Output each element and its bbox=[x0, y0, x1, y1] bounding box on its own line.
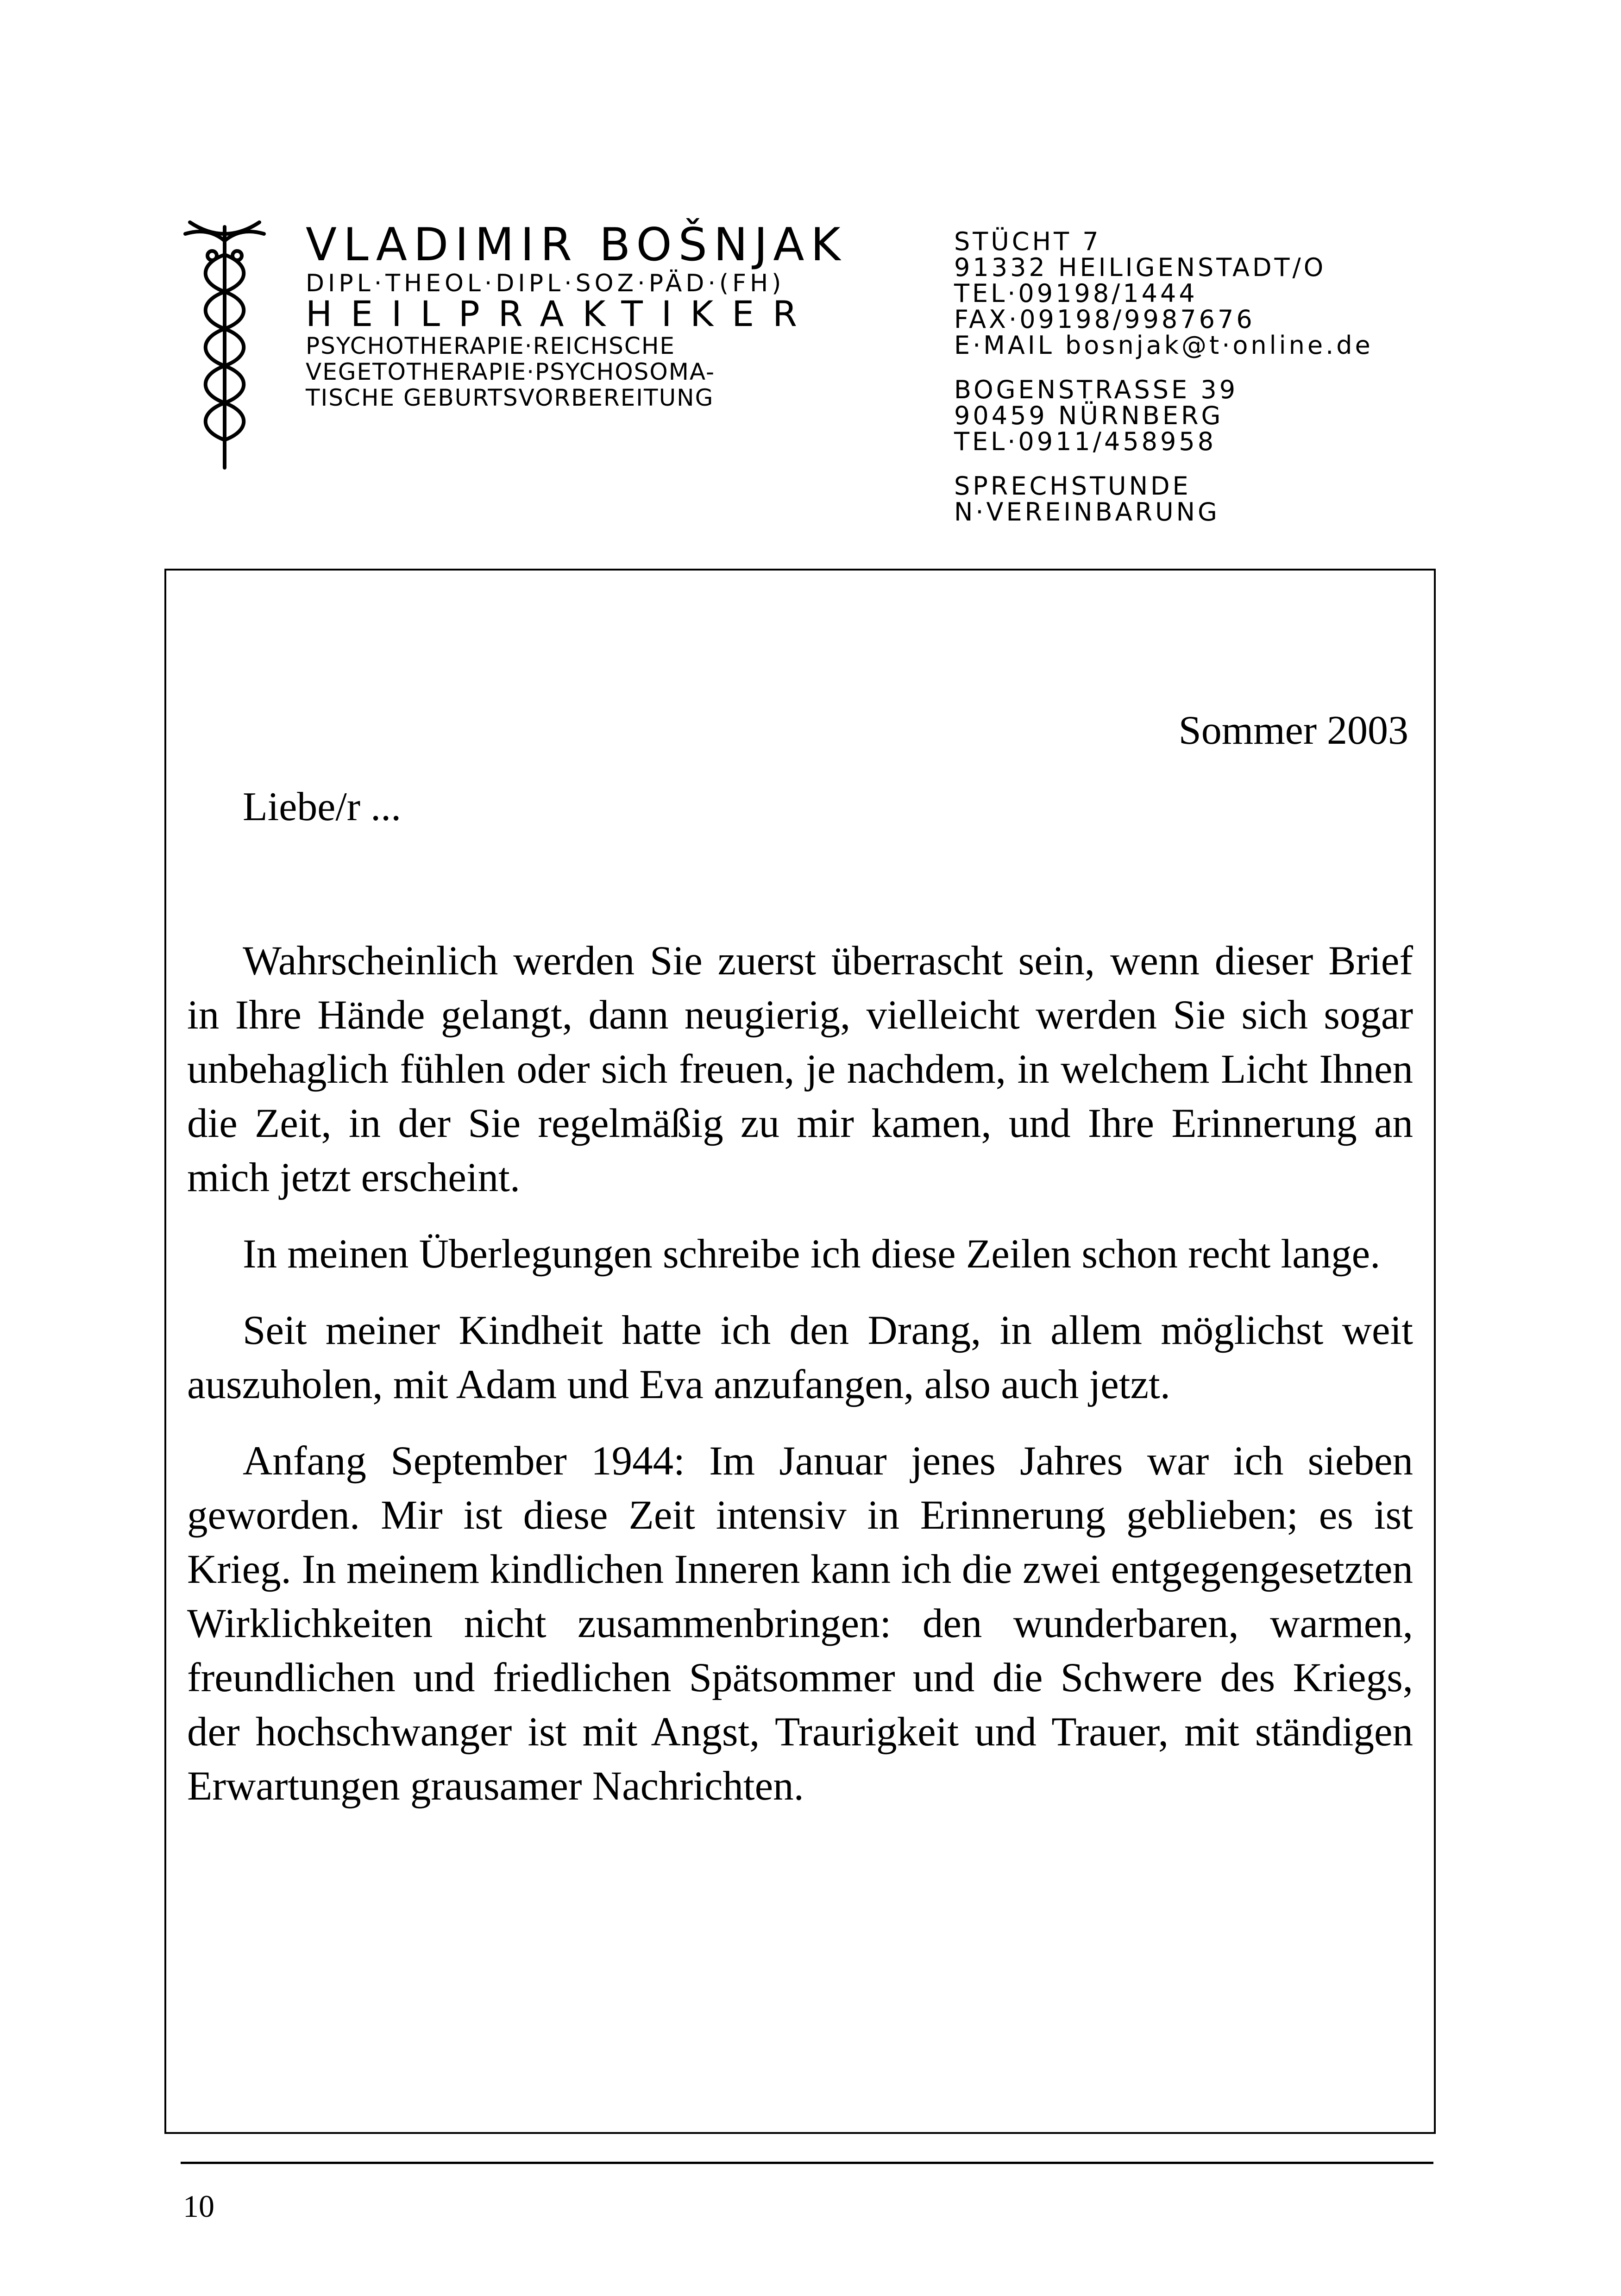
address-2-city: 90459 NÜRNBERG bbox=[954, 401, 1224, 430]
practitioner-title: HEILPRAKTIKER bbox=[306, 293, 816, 334]
footer-divider bbox=[181, 2162, 1433, 2164]
letter-body bbox=[187, 934, 1413, 1836]
specialty-line-2: VEGETOTHERAPIE·PSYCHOSOMA- bbox=[306, 358, 716, 385]
letter-paragraph: Wahrscheinlich werden Sie zuerst überrascht sein, wenn dieser Brief in Ihre Hände gelangt, dann neugierig, vielleicht werden Sie sich sogar unbehaglich fühlen oder sich freuen, je nachdem, in welchem Licht Ihnen die Zeit, in der Sie regelmäßig zu mir kamen, und Ihre Erinnerung an mich jetzt erscheint. bbox=[187, 938, 1413, 1200]
letterhead-practice-info bbox=[306, 219, 847, 411]
office-hours-line-2: N·VEREINBARUNG bbox=[954, 497, 1220, 527]
phone-1: TEL·09198/1444 bbox=[954, 279, 1198, 308]
specialty-line-1: PSYCHOTHERAPIE·REICHSCHE bbox=[306, 332, 676, 359]
letter-date: Sommer 2003 bbox=[1178, 708, 1408, 753]
email-address: E·MAIL bosnjak@t·online.de bbox=[954, 331, 1373, 360]
letter-paragraph: In meinen Überlegungen schreibe ich diese Zeilen schon recht lange. bbox=[243, 1231, 1381, 1277]
address-1-city: 91332 HEILIGENSTADT/O bbox=[954, 253, 1326, 282]
office-hours-line-1: SPRECHSTUNDE bbox=[954, 471, 1191, 501]
fax-number: FAX·09198/9987676 bbox=[954, 305, 1255, 334]
letter-paragraph: Anfang September 1944: Im Januar jenes Jahres war ich sieben geworden. Mir ist diese Zeit intensiv in Erinnerung geblieben; es ist Krieg. In meinem kindlichen Inneren kann ich die zwei entgegengesetzten Wirklichkeiten nicht zusammenbringen: den wunderbaren, warmen, freundlichen und friedlichen Spätsommer und die Schwere des Kriegs, der hochschwanger ist mit Angst, Traurigkeit und Trauer, mit ständigen Erwartungen grausamer Nachrichten. bbox=[187, 1438, 1413, 1809]
practitioner-degrees: DIPL·THEOL·DIPL·SOZ·PÄD·(FH) bbox=[306, 270, 785, 297]
letter-box bbox=[164, 569, 1436, 2134]
address-2-street: BOGENSTRASSE 39 bbox=[954, 375, 1238, 404]
letter-paragraph: Seit meiner Kindheit hatte ich den Drang, in allem möglichst weit auszuholen, mit Adam und Eva anzufangen, also auch jetzt. bbox=[187, 1308, 1413, 1407]
practitioner-name: VLADIMIR BOŠNJAK bbox=[306, 219, 847, 271]
letter-salutation: Liebe/r ... bbox=[243, 784, 402, 829]
specialty-line-3: TISCHE GEBURTSVORBEREITUNG bbox=[306, 384, 714, 411]
page-number: 10 bbox=[183, 2189, 214, 2224]
letterhead-contact-info bbox=[954, 229, 1373, 526]
phone-2: TEL·0911/458958 bbox=[954, 427, 1217, 456]
caduceus-icon bbox=[181, 213, 269, 472]
address-1-street: STÜCHT 7 bbox=[954, 227, 1101, 256]
letterhead bbox=[181, 204, 1450, 528]
